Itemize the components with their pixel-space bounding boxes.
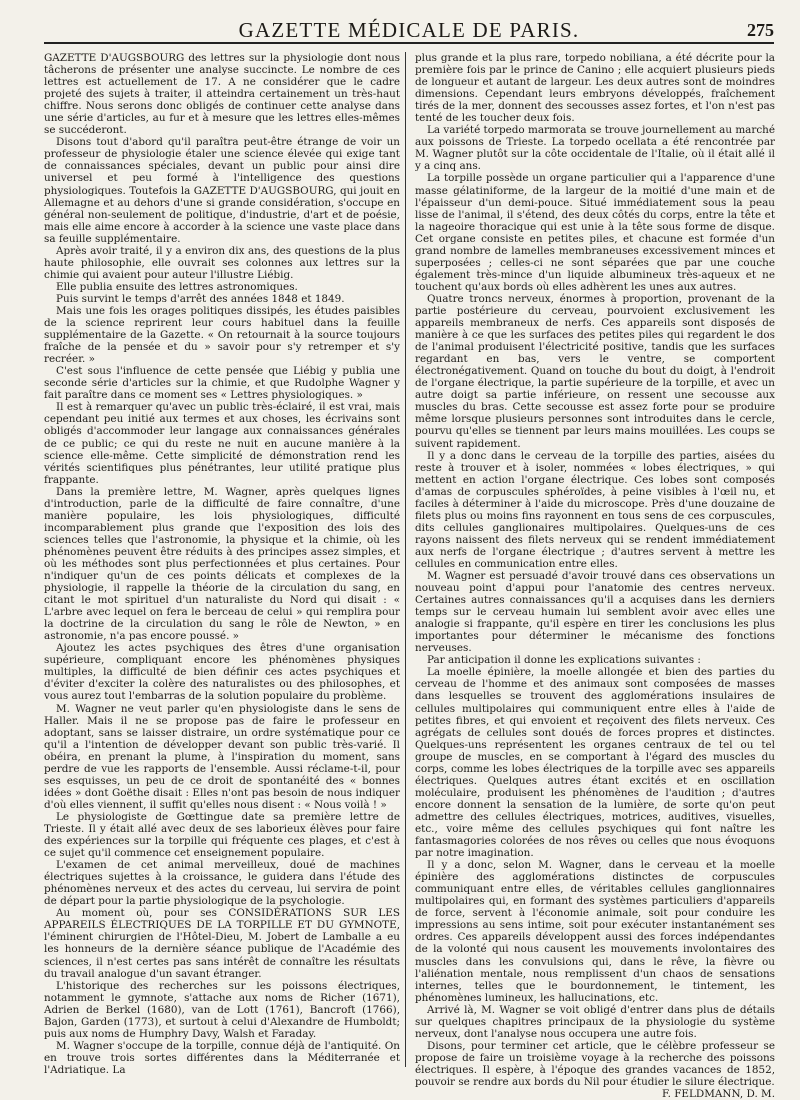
paragraph: Il est à remarquer qu'avec un public très-éclairé, il est vrai, mais cependant peu initié aux termes et aux choses, les écrivains sont obligés d'accommoder leur langage aux connaissances générales de ce public; ce qui du reste ne nuit en aucune manière à la science elle-même. Cette simplicité de démonstration rend les vérités scientifiques plus pénétrantes, leur utilité pratique plus frappante. [44, 401, 400, 486]
paragraph: Il y a donc, selon M. Wagner, dans le cerveau et la moelle épinière des agglomérations distinctes de corpuscules communiquant entre elles, de véritables cellules ganglionnaires multipolaires qui, en formant des systèmes particuliers d'appareils de force, servent à l'économie animale, soit pour conduire les impressions au sens intime, soit pour exécuter instantanément ses ordres. Ces appareils développent aussi des forces indépendantes de la volonté qui nous causent les mouvements involontaires des muscles dans les convulsions qui, dans le rêve, la fièvre ou l'aliénation mentale, nous remplissent d'un chaos de sensations internes, telles que le bourdonnement, le tintement, les phénomènes lumineux, les hallucinations, etc. [415, 859, 775, 1004]
column-divider [405, 52, 406, 1067]
paragraph: La torpille possède un organe particulier qui a l'apparence d'une masse gélatiniforme, de la largeur de la moitié d'une main et de l'épaisseur d'un demi-pouce. Situé immédiatement sous la peau lisse de l'animal, il s'étend, des deux côtés du corps, entre la tête et la nageoire thoracique qui est unie à la tête sous forme de disque. Cet organe consiste en petites piles, et chacune est formée d'un grand nombre de lamelles membraneuses excessivement minces et superposées ; celles-ci ne sont séparées que par une couche également très-mince d'un liquide albumineux très-aqueux et ne touchent qu'aux bords où elles adhèrent les unes aux autres. [415, 172, 775, 293]
page-number: 275 [747, 20, 774, 40]
paragraph: M. Wagner s'occupe de la torpille, connue déjà de l'antiquité. On en trouve trois sortes différentes dans la Méditerranée et l'Adriatique. La [44, 1039, 400, 1076]
paragraph: La variété torpedo marmorata se trouve journellement au marché aux poissons de Trieste. La torpedo ocellata a été rencontrée par M. Wagner plutôt sur la côte occidentale de l'Italie, où il était allé il y a cinq ans. [415, 124, 775, 173]
paragraph: Par anticipation il donne les explications suivantes : [427, 654, 701, 667]
paragraph: M. Wagner ne veut parler qu'en physiologiste dans le sens de Haller. Mais il ne se propose pas de faire le professeur en adoptant, sans se laisser distraire, un ordre systématique pour ce qu'il a l'intention de développer devant son public très-varié. Il obéira, en prenant la plume, à l'inspiration du moment, sans perdre de vue les rapports de l'ensemble. Aussi réclame-t-il, pour ses esquisses, un peu de ce droit de spontanéité des « bonnes idées » dont Goëthe disait : Elles n'ont pas besoin de nous indiquer d'où elles viennent, il suffit qu'elles nous disent : « Nous voilà ! » [44, 702, 400, 811]
page-header [44, 12, 774, 44]
paragraph: Disons tout d'abord qu'il paraîtra peut-être étrange de voir un professeur de physiologie étaler une science élevée qui exige tant de connaissances spéciales, devant un public pour ainsi dire universel et peu formé à l'intelligence des questions physiologiques. Toutefois la GAZETTE D'AUGSBOURG, qui jouit en Allemagne et au dehors d'une si grande considération, s'occupe en général non-seulement de politique, d'industrie, d'art et de poésie, mais elle aime encore à accorder à la science une vaste place dans sa feuille supplémentaire. [44, 136, 400, 245]
author-signature: F. FELDMANN, D. M. [662, 1088, 775, 1100]
paragraph: GAZETTE D'AUGSBOURG des lettres sur la physiologie dont nous tâcherons de présenter une analyse succincte. Le nombre de ces lettres est actuellement de 17. A ne considérer que le cadre projeté des sujets à traiter, il atteindra certainement un très-haut chiffre. Nous serons donc obligés de continuer cette analyse dans une série d'articles, au fur et à mesure que les lettres elles-mêmes se succéderont. [44, 52, 400, 137]
paragraph: C'est sous l'influence de cette pensée que Liébig y publia une seconde série d'articles sur la chimie, et que Rudolphe Wagner y fait paraître dans ce moment ses « Lettres physiologiques. » [44, 365, 400, 402]
paragraph: Mais une fois les orages politiques dissipés, les études paisibles de la science reprirent leur cours habituel dans la feuille supplémentaire de la Gazette. « On retournait à la source toujours fraîche de la pensée et du » savoir pour s'y retremper et s'y recréer. » [44, 304, 400, 366]
journal-title: GAZETTE MÉDICALE DE PARIS. [238, 18, 580, 42]
paragraph: Arrivé là, M. Wagner se voit obligé d'entrer dans plus de détails sur quelques chapitres principaux de la physiologie du système nerveux, dont l'analyse nous occupera une autre fois. [415, 1003, 775, 1040]
paragraph: Disons, pour terminer cet article, que le célèbre professeur se propose de faire un troisième voyage à la recherche des poissons électriques. Il espère, à l'époque des grandes vacances de 1852, pouvoir se rendre aux bords du Nil pour étudier le silure électrique. [415, 1039, 775, 1088]
right-column [415, 52, 775, 1100]
paragraph: Dans la première lettre, M. Wagner, après quelques lignes d'introduction, parle de la difficulté de faire connaître, d'une manière populaire, les lois physiologiques, difficulté incomparablement plus grande que l'exposition des lois des sciences telles que l'astronomie, la physique et la chimie, où les phénomènes peuvent être réduits à des principes assez simples, et où les méthodes sont plus perfectionnées et plus certaines. Pour n'indiquer qu'un de ces points délicats et complexes de la physiologie, il rappelle la théorie de la circulation du sang, en citant le mot spirituel d'un naturaliste du Nord qui disait : « L'arbre avec lequel on fera le berceau de celui » qui remplira pour la doctrine de la circulation du sang le rôle de Newton, » en astronomie, n'a pas encore poussé. » [44, 485, 400, 643]
paragraph: L'historique des recherches sur les poissons électriques, notamment le gymnote, s'attache aux noms de Richer (1671), Adrien de Berkel (1680), van de Lott (1761), Bancroft (1766), Bajon, Garden (1773), et surtout à celui d'Alexandre de Humboldt; puis aux noms de Humphry Davy, Walsh et Faraday. [44, 979, 400, 1040]
paragraph: La moelle épinière, la moelle allongée et bien des parties du cerveau de l'homme et des animaux sont composées de masses dans lesquelles se trouvent des agglomérations insulaires de cellules multipolaires qui communiquent entre elles à l'aide de petites fibres, et qui envoient et reçoivent des filets nerveux. Ces agrégats de cellules sont doués de forces propres et distinctes. Quelques-uns représentent les organes centraux de tel ou tel groupe de muscles, en se comportant à l'égard des muscles du corps, comme les lobes électriques de la torpille avec ses appareils électriques. Quelques autres étant excités et en oscillation moléculaire, produisent les phénomènes de l'audition ; d'autres encore donnent la sensation de la lumière, de sorte qu'on peut admettre des cellules électriques, motrices, auditives, visuelles, etc., voire même des cellules psychiques qui font naître les fantasmagories colorées de nos rêves ou celles que nous évoquons par notre imagination. [415, 666, 775, 860]
left-column [44, 52, 400, 1076]
paragraph: M. Wagner est persuadé d'avoir trouvé dans ces observations un nouveau point d'appui pour l'anatomie des centres nerveux. Certaines autres connaissances qu'il a acquises dans les derniers temps sur le cerveau humain lui semblent avoir avec elles une analogie si frappante, qu'il espère en tirer les conclusions les plus importantes pour déterminer le mécanisme des fonctions nerveuses. [415, 570, 775, 655]
paragraph: plus grande et la plus rare, torpedo nobiliana, a été décrite pour la première fois par le prince de Canino ; elle acquiert plusieurs pieds de longueur et autant de largeur. Les deux autres sont de moindres dimensions. Cependant leurs embryons développés, fraîchement tirés de la mer, donnent des secousses assez fortes, et l'on n'est pas tenté de les toucher deux fois. [415, 52, 775, 125]
paragraph: Le physiologiste de Gœttingue date sa première lettre de Trieste. Il y était allé avec deux de ses laborieux élèves pour faire des expériences sur la torpille qui fréquente ces plages, et c'est à ce sujet qu'il commence cet enseignement populaire. [44, 810, 400, 860]
paragraph: Après avoir traité, il y a environ dix ans, des questions de la plus haute philosophie, elle ouvrait ses colonnes aux lettres sur la chimie qui avaient pour auteur l'illustre Liébig. [44, 244, 400, 281]
paragraph: L'examen de cet animal merveilleux, doué de machines électriques sujettes à la croissance, le guidera dans l'étude des phénomènes nerveux et des actes du cerveau, lui servira de point de départ pour la partie physiologique de la psychologie. [44, 859, 400, 908]
paragraph: Au moment où, pour ses CONSIDÉRATIONS SUR LES APPAREILS ÉLECTRIQUES DE LA TORPILLE ET DU GYMNOTE, l'éminent chirurgien de l'Hôtel-Dieu, M. Jobert de Lamballe a eu les honneurs de la dernière séance publique de l'Académie des sciences, il n'est certes pas sans intérêt de connaître les résultats du travail analogue d'un savant étranger. [44, 907, 400, 980]
paragraph: Puis survint le temps d'arrêt des années 1848 et 1849. [56, 292, 345, 305]
paragraph: Quatre troncs nerveux, énormes à proportion, provenant de la partie postérieure du cerveau, pourvoient exclusivement les appareils membraneux de nerfs. Ces appareils sont disposés de manière à ce que les surfaces des petites piles qui regardent le dos de l'animal produisent l'électricité positive, tandis que les surfaces regardant en bas, vers le ventre, se comportent électronégativement. Quand on touche du bout du doigt, à l'endroit de l'organe électrique, la partie supérieure de la torpille, et avec un autre doigt sa partie inférieure, on ressent une secousse aux muscles du bras. Cette secousse est assez forte pour se produire même lorsque plusieurs personnes sont introduites dans le cercle, pourvu qu'elles se tiennent par leurs mains mouillées. Les coups se suivent rapidement. [415, 292, 775, 450]
paragraph: Il y a donc dans le cerveau de la torpille des parties, aisées du reste à trouver et à isoler, nommées « lobes électriques, » qui mettent en action l'organe électrique. Ces lobes sont composés d'amas de corpuscules sphéroïdes, à peine visibles à l'œil nu, et faciles à déterminer à l'aide du microscope. Près d'une douzaine de filets plus ou moins fins rayonnent en tous sens de ces corpuscules, dits cellules ganglionaires multipolaires. Quelques-uns de ces rayons naissent des filets nerveux qui se rendent immédiatement aux nerfs de l'organe électrique ; d'autres servent à mettre les cellules en communication entre elles. [415, 449, 775, 570]
paragraph: Elle publia ensuite des lettres astronomiques. [56, 280, 298, 293]
paragraph: Ajoutez les actes psychiques des êtres d'une organisation supérieure, compliquant encore les phénomènes physiques multiples, la difficulté de bien définir ces actes psychiques et d'éviter d'exciter la colère des naturalistes ou des philosophes, et vous aurez tout l'embarras de la solution populaire du problème. [44, 642, 400, 703]
